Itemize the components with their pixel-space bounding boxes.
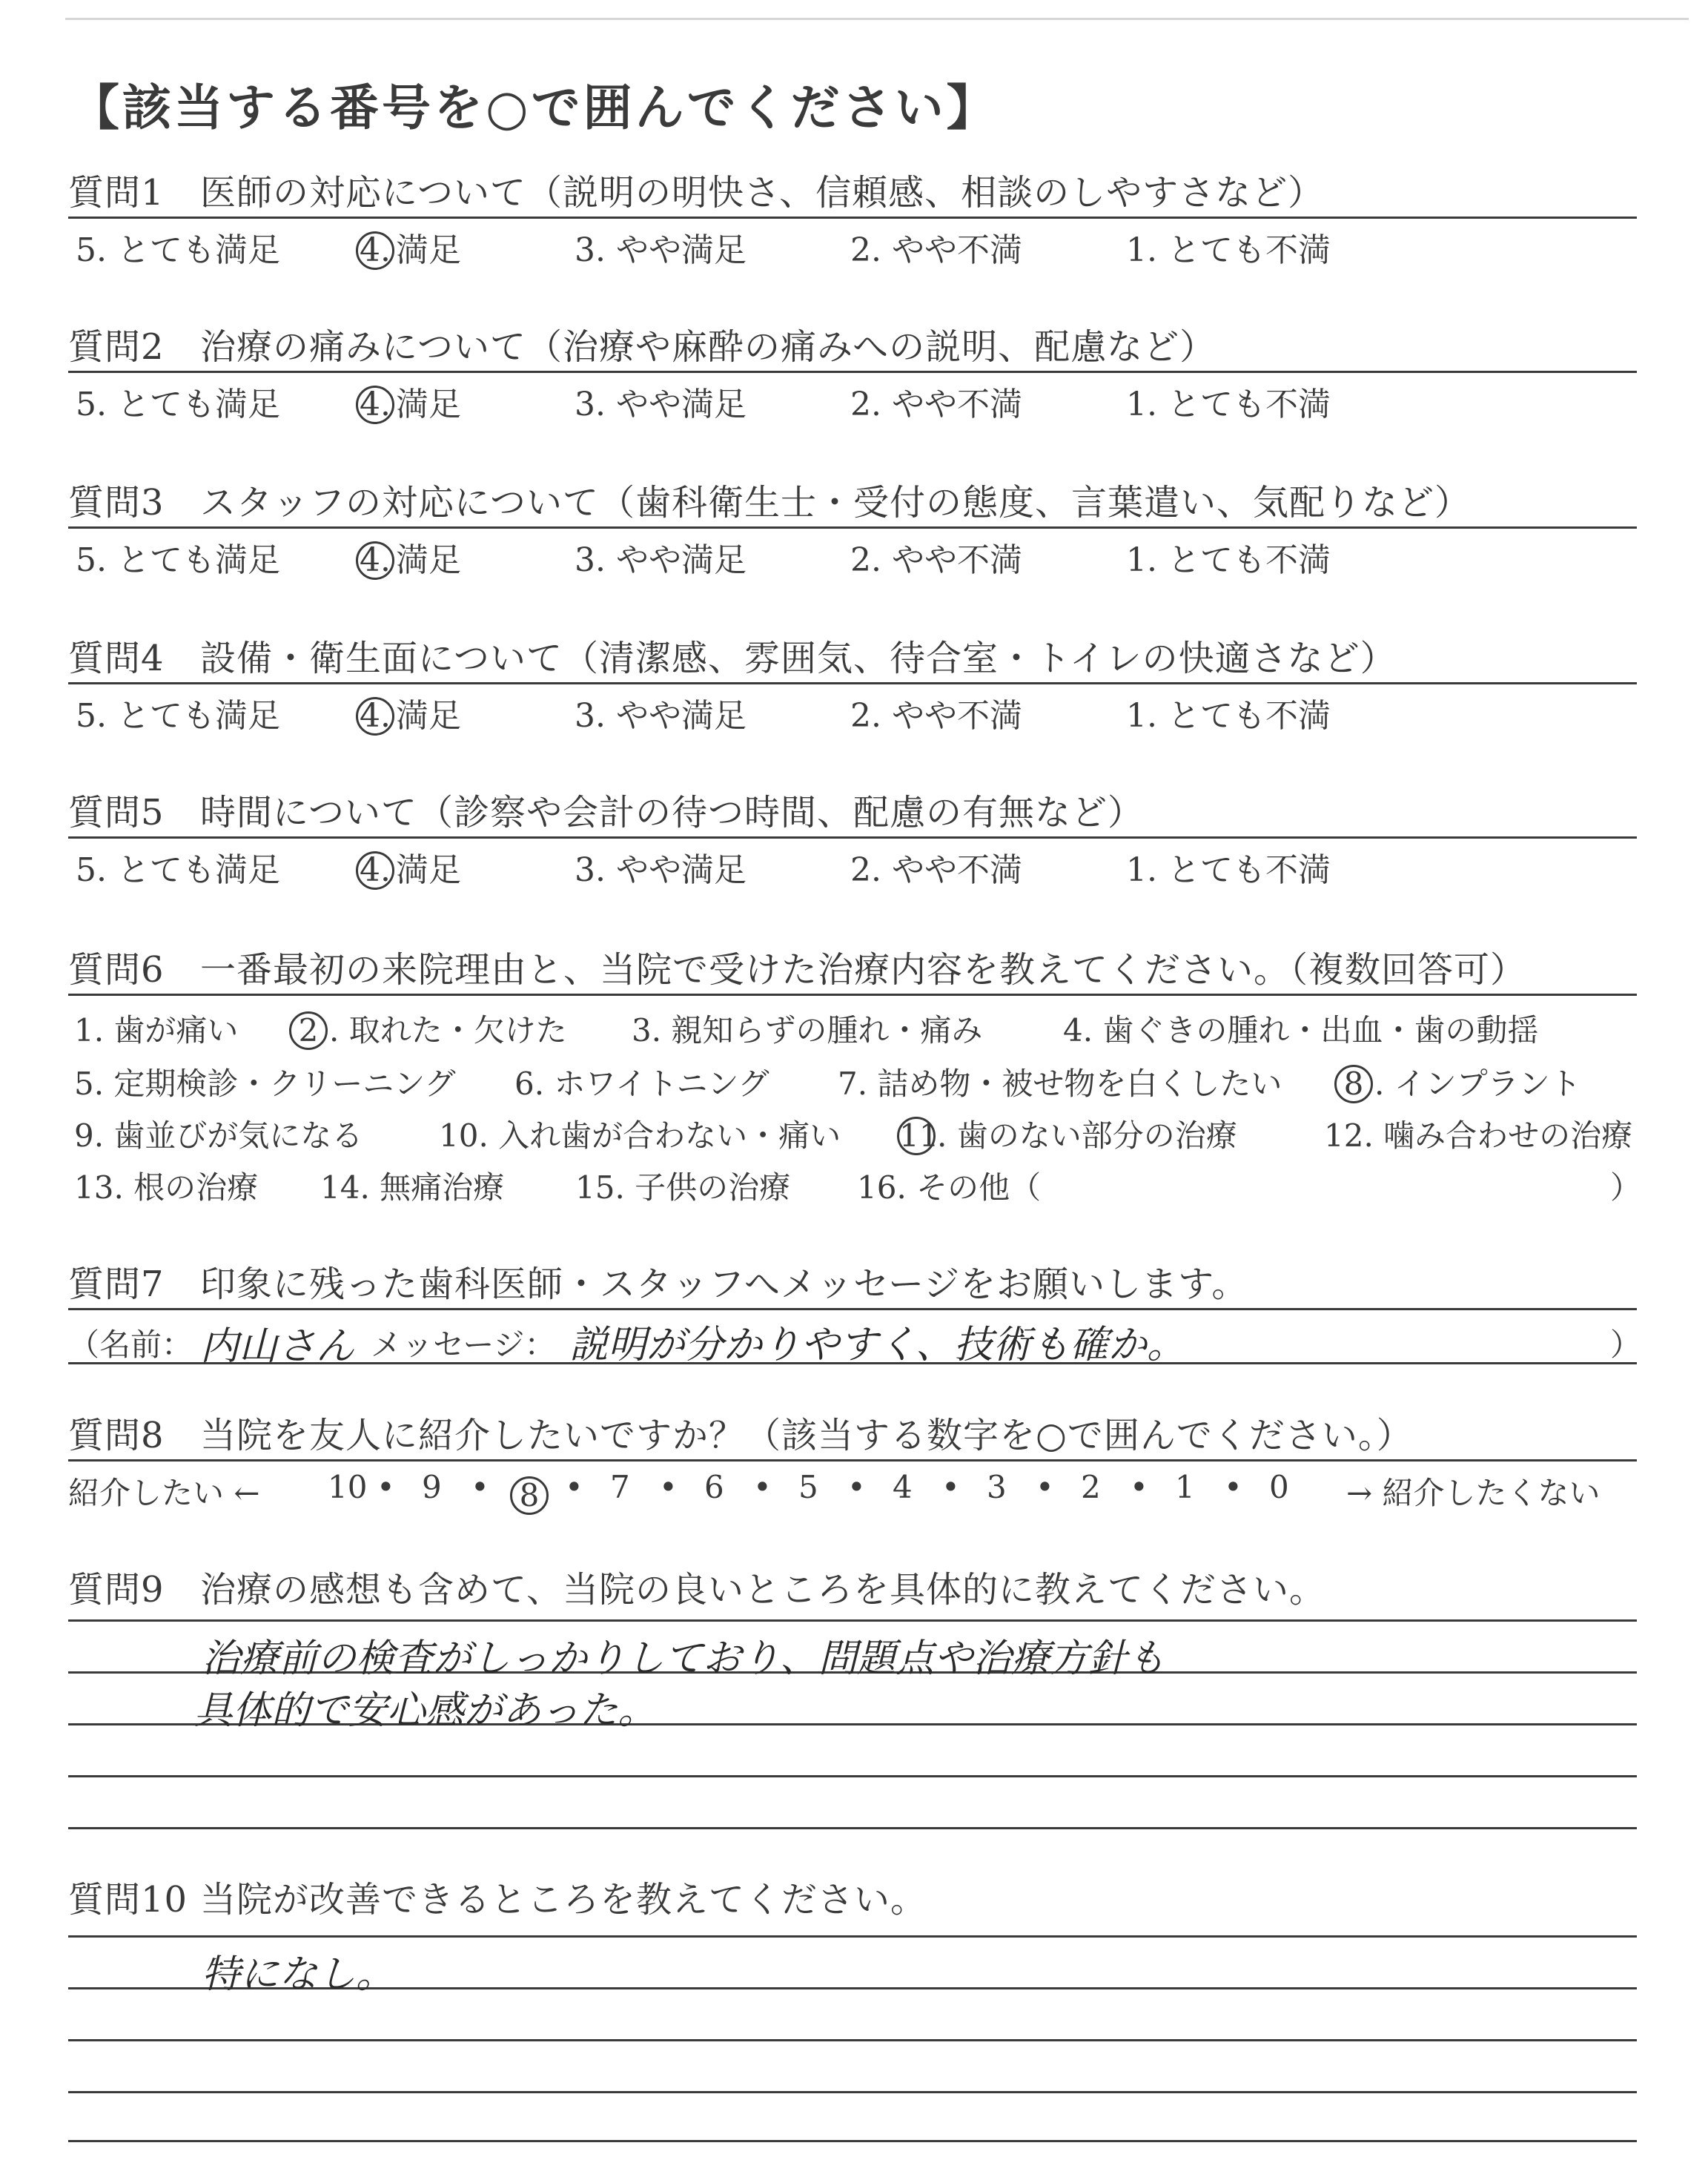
scale-value-0[interactable]: 0 — [1269, 1469, 1289, 1505]
question-9 — [68, 1566, 1637, 1895]
question-text: 時間について（診察や会計の待つ時間、配慮の有無など） — [200, 792, 1145, 833]
reason-option-7[interactable]: 7. 詰め物・被せ物を白くしたい — [838, 1066, 1282, 1102]
answer-handwritten-line-2: 具体的で安心感があった。 — [194, 1688, 657, 1733]
question-text: スタッフの対応について（歯科衛生士・受付の態度、言葉遣い、気配りなど） — [200, 482, 1472, 524]
selection-circle: 4. — [356, 386, 394, 424]
selection-circle: 11 — [897, 1117, 936, 1155]
question-number: 質問10 — [68, 1879, 188, 1920]
scale-separator: • — [847, 1469, 866, 1505]
answer-handwritten-line-1: 治療前の検査がしっかりしており、問題点や治療方針も — [202, 1636, 1166, 1681]
scale-value-2[interactable]: 2 — [1081, 1469, 1101, 1505]
scale-separator: • — [1130, 1469, 1148, 1505]
recommend-scale — [68, 1462, 1637, 1516]
scale-separator: • — [565, 1469, 583, 1505]
question-text: 治療の痛みについて（治療や麻酔の痛みへの説明、配慮など） — [200, 326, 1217, 368]
option-4-selected[interactable]: 4. 満足 — [356, 533, 461, 581]
question-4-title — [68, 635, 1637, 684]
question-7-title — [68, 1261, 1637, 1310]
question-2-title — [68, 323, 1637, 373]
option-5[interactable]: 5. とても満足 — [76, 851, 280, 889]
answer-rule — [68, 1935, 1637, 1938]
reason-option-8-selected[interactable]: 8 . インプラント — [1334, 1060, 1581, 1104]
question-6-title — [68, 946, 1637, 996]
scale-value-3[interactable]: 3 — [987, 1469, 1007, 1505]
scale-separator: • — [471, 1469, 489, 1505]
reason-option-16[interactable]: 16. その他（ — [857, 1169, 1042, 1206]
question-number: 質問8 — [68, 1415, 165, 1456]
reason-option-2-selected[interactable]: 2 . 取れた・欠けた — [289, 1006, 567, 1051]
top-rule — [65, 18, 1689, 20]
question-8-title — [68, 1412, 1637, 1462]
option-5[interactable]: 5. とても満足 — [76, 697, 280, 735]
answer-rule — [68, 1619, 1637, 1622]
question-text: 治療の感想も含めて、当院の良いところを具体的に教えてください。 — [200, 1569, 1326, 1611]
scale-value-10[interactable]: 10 — [328, 1469, 368, 1505]
scale-separator: • — [377, 1469, 395, 1505]
selection-circle: 2 — [289, 1011, 328, 1050]
question-text: 設備・衛生面について（清潔感、雰囲気、待合室・トイレの快適さなど） — [200, 638, 1397, 679]
scale-left-label: 紹介したい ← — [68, 1475, 260, 1511]
option-2[interactable]: 2. やや不満 — [850, 231, 1022, 269]
question-number: 質問3 — [68, 482, 165, 524]
question-4 — [68, 635, 1637, 736]
reason-option-3[interactable]: 3. 親知らずの腫れ・痛み — [632, 1012, 983, 1048]
selection-circle: 8 — [510, 1476, 549, 1515]
question-number: 質問5 — [68, 792, 165, 833]
option-2[interactable]: 2. やや不満 — [850, 697, 1022, 735]
question-text: 印象に残った歯科医師・スタッフへメッセージをお願いします。 — [200, 1264, 1248, 1305]
option-1[interactable]: 1. とても不満 — [1126, 697, 1331, 735]
option-3[interactable]: 3. やや満足 — [575, 231, 747, 269]
scale-value-1[interactable]: 1 — [1175, 1469, 1195, 1505]
question-8 — [68, 1412, 1637, 1516]
reason-option-9[interactable]: 9. 歯並びが気になる — [74, 1117, 363, 1154]
question-text: 医師の対応について（説明の明快さ、信頼感、相談のしやすさなど） — [200, 172, 1325, 214]
option-5[interactable]: 5. とても満足 — [76, 231, 280, 269]
option-1[interactable]: 1. とても不満 — [1126, 386, 1331, 423]
option-4-selected[interactable]: 4. 満足 — [356, 843, 461, 891]
selection-circle: 4. — [356, 851, 394, 890]
question-5-title — [68, 789, 1637, 839]
scale-separator: • — [1224, 1469, 1242, 1505]
rating-options — [68, 529, 1637, 581]
reason-option-13[interactable]: 13. 根の治療 — [74, 1169, 259, 1206]
reason-option-5[interactable]: 5. 定期検診・クリーニング — [74, 1066, 456, 1102]
message-label: メッセージ： — [371, 1327, 556, 1363]
question-number: 質問6 — [68, 949, 165, 991]
question-9-title — [68, 1566, 1637, 1614]
reason-option-4[interactable]: 4. 歯ぐきの腫れ・出血・歯の動揺 — [1063, 1012, 1539, 1048]
reason-option-6[interactable]: 6. ホワイトニング — [514, 1066, 769, 1102]
reason-option-12[interactable]: 12. 噛み合わせの治療 — [1324, 1117, 1633, 1154]
scale-separator: • — [1036, 1469, 1054, 1505]
question-3-title — [68, 479, 1637, 529]
rating-options — [68, 839, 1637, 891]
option-5[interactable]: 5. とても満足 — [76, 386, 280, 423]
answer-lines[interactable] — [68, 1614, 1637, 1895]
message-handwritten[interactable]: 説明が分かりやすく、技術も確か。 — [569, 1323, 1185, 1367]
question-number: 質問7 — [68, 1264, 165, 1305]
question-7 — [68, 1261, 1642, 1369]
question-2 — [68, 323, 1637, 425]
answer-rule — [68, 2039, 1637, 2041]
option-1[interactable]: 1. とても不満 — [1126, 231, 1331, 269]
rating-options — [68, 373, 1637, 425]
reason-options — [68, 996, 1642, 1211]
rating-options — [68, 684, 1637, 736]
message-close: ） — [1610, 1327, 1642, 1363]
scale-right-label: → 紹介したくない — [1346, 1475, 1601, 1511]
option-3[interactable]: 3. やや満足 — [575, 386, 747, 423]
option-2[interactable]: 2. やや不満 — [850, 541, 1022, 579]
answer-rule — [68, 1827, 1637, 1829]
answer-rule — [68, 2091, 1637, 2093]
answer-handwritten-line-1: 特になし。 — [202, 1952, 395, 1997]
question-10-title — [68, 1876, 1637, 1923]
page-heading: 【該当する番号を○で囲んでください】 — [70, 79, 999, 136]
question-number: 質問9 — [68, 1569, 165, 1611]
question-text: 当院が改善できるところを教えてください。 — [200, 1879, 927, 1920]
question-10 — [68, 1876, 1637, 2146]
name-label: （名前： — [68, 1327, 193, 1363]
name-handwritten[interactable]: 内山さん — [200, 1324, 355, 1369]
option-3[interactable]: 3. やや満足 — [575, 541, 747, 579]
reason-option-10[interactable]: 10. 入れ歯が合わない・痛い — [439, 1117, 841, 1154]
reason-option-14[interactable]: 14. 無痛治療 — [320, 1169, 505, 1206]
reason-option-16-close: ） — [1610, 1169, 1642, 1206]
option-5[interactable]: 5. とても満足 — [76, 541, 280, 579]
scale-value-7[interactable]: 7 — [610, 1469, 630, 1505]
selection-circle: 4. — [356, 231, 394, 270]
option-4-selected[interactable]: 4. 満足 — [356, 689, 461, 736]
option-4-selected[interactable]: 4. 満足 — [356, 377, 461, 425]
scale-value-4[interactable]: 4 — [893, 1469, 913, 1505]
scale-value-9[interactable]: 9 — [422, 1469, 442, 1505]
scale-value-5[interactable]: 5 — [798, 1469, 818, 1505]
scale-separator: • — [941, 1469, 960, 1505]
answer-rule — [68, 1775, 1637, 1777]
answer-lines[interactable] — [68, 1923, 1637, 2146]
answer-rule — [68, 2140, 1637, 2142]
option-2[interactable]: 2. やや不満 — [850, 851, 1022, 889]
selection-circle: 4. — [356, 541, 394, 580]
option-1[interactable]: 1. とても不満 — [1126, 851, 1331, 889]
reason-option-1[interactable]: 1. 歯が痛い — [74, 1012, 239, 1048]
question-1 — [68, 169, 1637, 271]
question-3 — [68, 479, 1637, 581]
reason-option-15[interactable]: 15. 子供の治療 — [575, 1169, 791, 1206]
question-text: 一番最初の来院理由と、当院で受けた治療内容を教えてください。（複数回答可） — [200, 949, 1527, 991]
question-5 — [68, 789, 1637, 891]
selection-circle: 4. — [356, 697, 394, 736]
reason-option-11-selected[interactable]: 11. 歯のない部分の治療 — [897, 1112, 1237, 1156]
option-3[interactable]: 3. やや満足 — [575, 697, 747, 735]
scale-separator: • — [753, 1469, 772, 1505]
rating-options — [68, 219, 1637, 271]
option-2[interactable]: 2. やや不満 — [850, 386, 1022, 423]
option-3[interactable]: 3. やや満足 — [575, 851, 747, 889]
message-line — [68, 1310, 1642, 1369]
option-4-selected[interactable]: 4. 満足 — [356, 223, 461, 271]
question-number: 質問4 — [68, 638, 165, 679]
question-number: 質問2 — [68, 326, 165, 368]
question-1-title — [68, 169, 1637, 219]
question-number: 質問1 — [68, 172, 165, 214]
option-1[interactable]: 1. とても不満 — [1126, 541, 1331, 579]
question-text: 当院を友人に紹介したいですか？（該当する数字を○で囲んでください。） — [200, 1415, 1413, 1456]
question-6 — [68, 946, 1642, 1211]
selection-circle: 8 — [1334, 1065, 1373, 1103]
scale-separator: • — [659, 1469, 678, 1505]
scale-value-6[interactable]: 6 — [704, 1469, 724, 1505]
